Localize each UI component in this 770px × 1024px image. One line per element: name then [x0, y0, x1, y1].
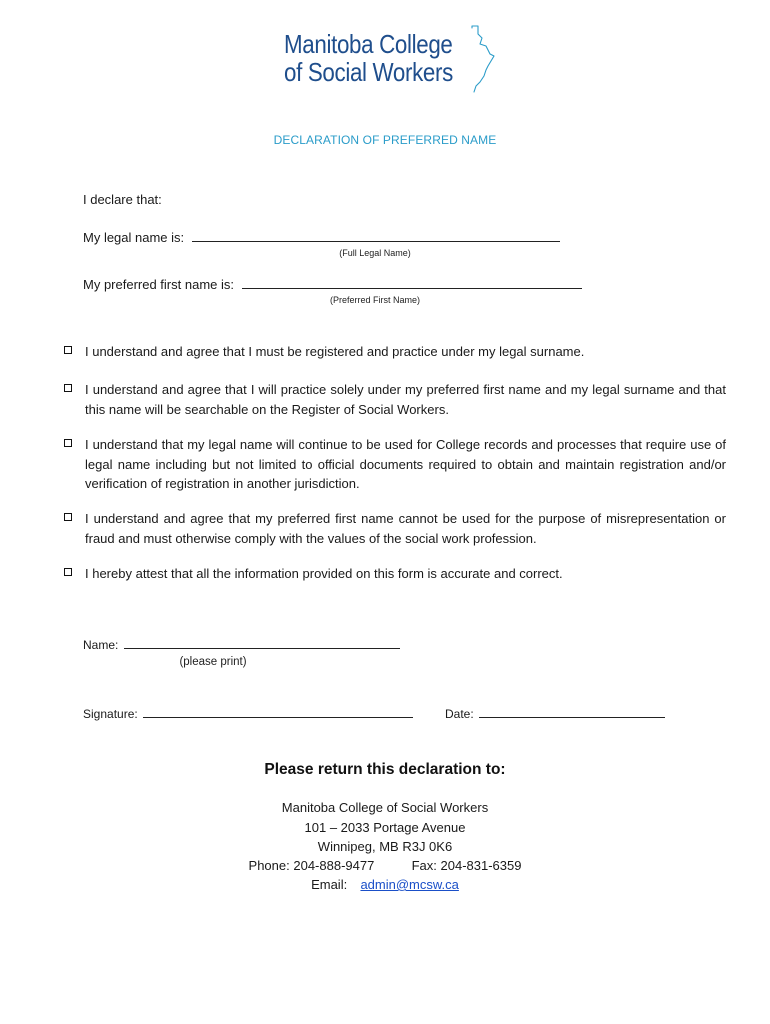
date-label: Date: — [445, 707, 474, 721]
preferred-name-caption: (Preferred First Name) — [329, 295, 420, 305]
return-org: Manitoba College of Social Workers — [281, 800, 489, 815]
logo-text-line-1: Manitoba College — [284, 29, 453, 59]
date-field[interactable] — [479, 705, 665, 718]
legal-name-field[interactable] — [192, 229, 560, 242]
name-label: Name: — [83, 638, 119, 652]
checklist-item-text: I understand and agree that I must be registered and practice under my legal surname. — [85, 344, 585, 359]
checklist-item-text: I hereby attest that all the information provided on this form is accurate and correct. — [85, 566, 563, 581]
legal-name-caption: (Full Legal Name) — [339, 248, 411, 258]
checklist-item-text: I understand and agree that my preferred first name cannot be used for the purpose of misrepresentation or fraud and must otherwise comply with the values of the social work profession. — [85, 511, 726, 546]
manitoba-outline-icon — [470, 24, 496, 94]
checkbox[interactable] — [64, 513, 72, 521]
checkbox[interactable] — [64, 568, 72, 576]
preferred-name-field[interactable] — [242, 276, 582, 289]
legal-name-row — [83, 228, 560, 247]
name-field[interactable] — [124, 636, 400, 649]
checkbox[interactable] — [64, 439, 72, 447]
signature-field[interactable] — [143, 705, 413, 718]
preferred-name-row — [83, 275, 582, 294]
date-row — [445, 705, 665, 724]
checklist-item-text: I understand that my legal name will continue to be used for College records and processes that require use of legal name including but not limited to official documents required to obtain and maintain registration and/or verification of registration in another jurisdiction. — [85, 437, 726, 491]
signature-row — [83, 705, 413, 724]
return-street: 101 – 2033 Portage Avenue — [304, 820, 466, 835]
preferred-name-label: My preferred first name is: — [83, 277, 234, 292]
legal-name-label: My legal name is: — [83, 230, 185, 245]
return-email — [0, 877, 770, 892]
checkbox[interactable] — [64, 384, 72, 392]
return-phone-fax — [0, 858, 770, 873]
college-logo — [284, 24, 504, 94]
return-city: Winnipeg, MB R3J 0K6 — [317, 839, 453, 854]
signature-label: Signature: — [83, 707, 138, 721]
name-caption: (please print) — [179, 656, 247, 668]
return-heading: Please return this declaration to: — [264, 761, 506, 778]
email-label: Email: — [311, 877, 348, 892]
checklist-item-text: I understand and agree that I will practice solely under my preferred first name and my legal surname and that this name will be searchable on the Register of Social Workers. — [85, 382, 726, 417]
email-link[interactable]: admin@mcsw.ca — [360, 877, 459, 892]
fax-number: 204-831-6359 — [440, 858, 522, 873]
checkbox[interactable] — [64, 346, 72, 354]
fax-label: Fax: — [411, 858, 437, 873]
declare-intro: I declare that: — [83, 192, 162, 207]
phone-number: 204-888-9477 — [293, 858, 375, 873]
logo-text-line-2: of Social Workers — [284, 57, 453, 87]
name-row — [83, 636, 400, 655]
document-title: DECLARATION OF PREFERRED NAME — [273, 133, 497, 147]
phone-label: Phone: — [248, 858, 290, 873]
